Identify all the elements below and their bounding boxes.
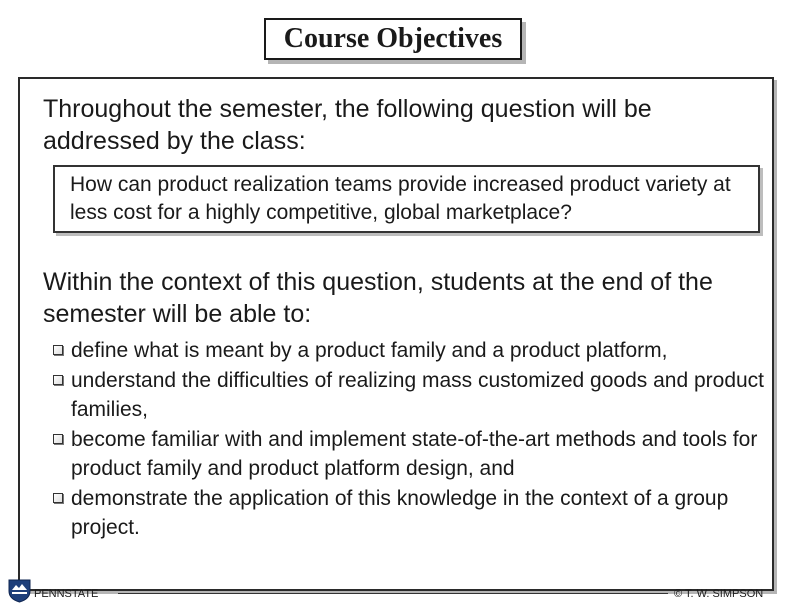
copyright-text: © T. W. SIMPSON xyxy=(674,588,764,600)
square-bullet-icon xyxy=(53,345,63,355)
question-box xyxy=(53,165,760,233)
square-bullet-icon xyxy=(53,493,63,503)
copyright xyxy=(674,588,763,600)
objective-text: become familiar with and implement state-of-the-art methods and tools for product family and product platform design, and xyxy=(71,427,758,480)
list-item xyxy=(50,336,765,366)
slide-title: Course Objectives xyxy=(283,23,503,54)
footer-divider xyxy=(118,593,668,594)
title-box xyxy=(264,18,522,60)
objective-text: define what is meant by a product family and a product platform, xyxy=(71,339,668,362)
list-item xyxy=(50,366,765,425)
list-item xyxy=(50,484,765,543)
penn-state-wordmark xyxy=(34,588,98,600)
objective-text: understand the difficulties of realizing mass customized goods and product families, xyxy=(71,368,765,421)
intro-text: Throughout the semester, the following question will be addressed by the class: xyxy=(43,95,652,155)
penn-state-text: PENNSTATE xyxy=(34,588,99,600)
question-text: How can product realization teams provide increased product variety at less cost for a highly competitive, global marketplace? xyxy=(70,173,731,224)
objective-text: demonstrate the application of this knowledge in the context of a group project. xyxy=(71,486,729,539)
list-item xyxy=(50,425,765,484)
context-text: Within the context of this question, students at the end of the semester will be able to: xyxy=(43,268,713,328)
objectives-list xyxy=(50,336,765,543)
square-bullet-icon xyxy=(53,375,63,385)
penn-state-shield-logo xyxy=(7,578,32,603)
square-bullet-icon xyxy=(53,434,63,444)
